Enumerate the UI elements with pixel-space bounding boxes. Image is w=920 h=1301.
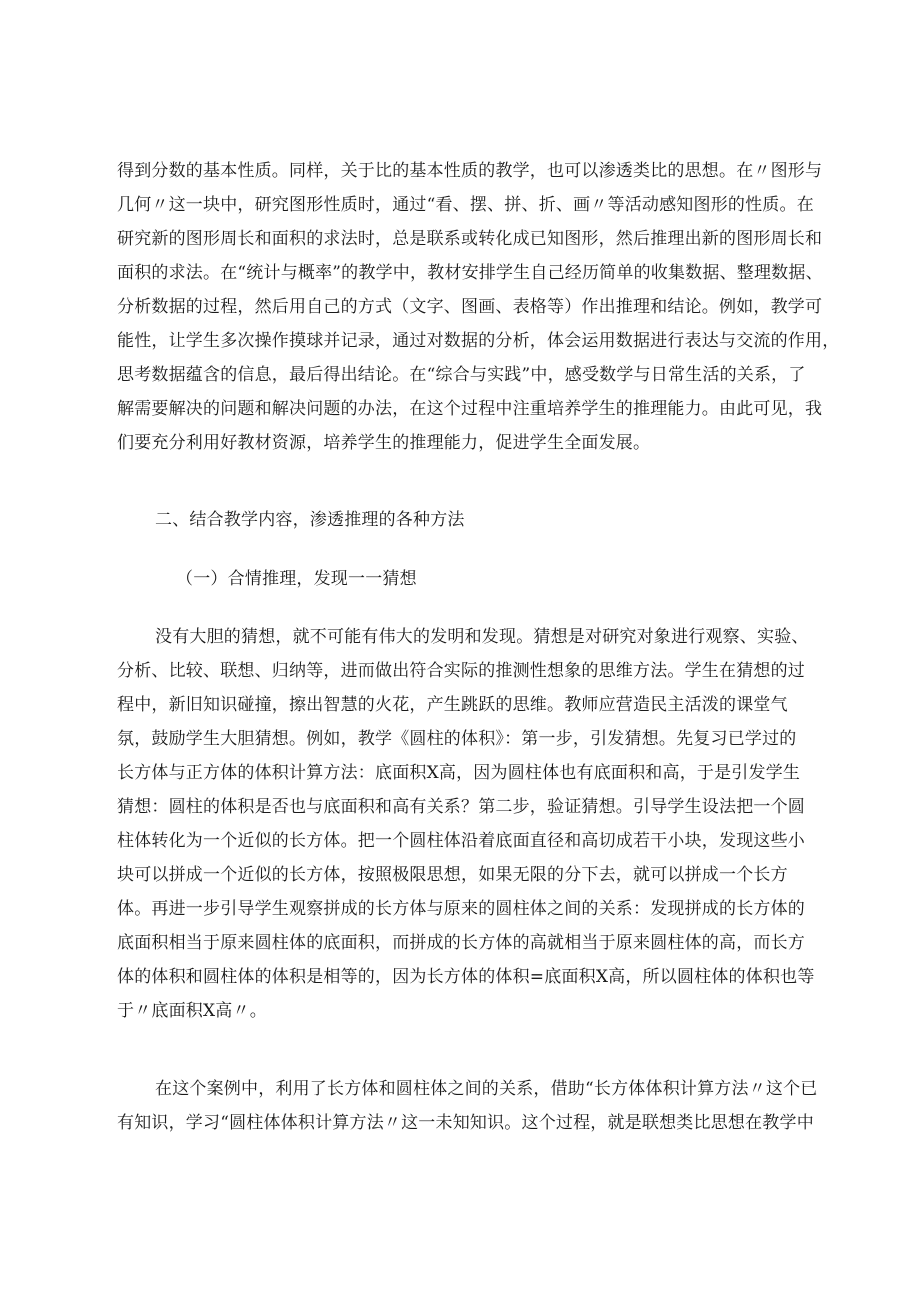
section-heading: 二、结合教学内容，渗透推理的各种方法 [155,510,465,530]
text-line: 没有大胆的猜想，就不可能有伟大的发明和发现。猜想是对研究对象进行观察、实验、 [155,627,809,647]
text-line: 猜想：圆柱的体积是否也与底面积和高有关系？第二步，验证猜想。引导学生设法把一个圆 [117,797,805,817]
text-line: 得到分数的基本性质。同样，关于比的基本性质的教学，也可以渗透类比的思想。在〃图形与 [117,161,823,181]
text-line: 面积的求法。在“统计与概率”的教学中，教材安排学生自己经历简单的收集数据、整理数据、 [117,263,823,283]
text-line: 于〃底面积X高〃。 [117,1001,267,1021]
text-line: 程中，新旧知识碰撞，擦出智慧的火花，产生跳跃的思维。教师应营造民主活泼的课堂气 [117,695,788,715]
text-line: 体的体积和圆柱体的体积是相等的，因为长方体的体积=底面积X高，所以圆柱体的体积也等 [117,967,815,987]
text-line: 几何〃这一块中，研究图形性质时，通过“看、摆、拼、折、画〃等活动感知图形的性质。在 [117,195,814,215]
text-line: 氛，鼓励学生大胆猜想。例如，教学《圆柱的体积》：第一步，引发猜想。先复习已学过的 [117,729,797,749]
text-line: 有知识，学习“圆柱体体积计算方法〃这一未知知识。这个过程，就是联想类比思想在教学中 [117,1113,814,1133]
text-line: 分析、比较、联想、归纳等，进而做出符合实际的推测性想象的思维方法。学生在猜想的过 [117,661,805,681]
text-line: 块可以拼成一个近似的长方体，按照极限思想，如果无限的分下去，就可以拼成一个长方 [117,865,788,885]
text-line: 底面积相当于原来圆柱体的底面积，而拼成的长方体的高就相当于原来圆柱体的高，而长方 [117,933,805,953]
text-line: 能性，让学生多次操作摸球并记录，通过对数据的分析，体会运用数据进行表达与交流的作用， [117,331,840,351]
text-line: 们要充分利用好教材资源，培养学生的推理能力，促进学生全面发展。 [117,433,651,453]
text-line: 研究新的图形周长和面积的求法时，总是联系或转化成已知图形，然后推理出新的图形周长和 [117,229,823,249]
text-line: 体。再进一步引导学生观察拼成的长方体与原来的圆柱体之间的关系：发现拼成的长方体的 [117,899,805,919]
text-line: 思考数据蕴含的信息，最后得出结论。在“综合与实践”中，感受数学与日常生活的关系，了 [117,365,806,385]
text-line: 解需要解决的问题和解决问题的办法，在这个过程中注重培养学生的推理能力。由此可见，我 [117,399,823,419]
text-line: 柱体转化为一个近似的长方体。把一个圆柱体沿着底面直径和高切成若干小块，发现这些小 [117,831,805,851]
subsection-heading: （一）合情推理，发现一一猜想 [176,569,417,589]
text-line: 分析数据的过程，然后用自己的方式（文字、图画、表格等）作出推理和结论。例如，教学可 [117,297,823,317]
text-line: 在这个案例中，利用了长方体和圆柱体之间的关系，借助“长方体体积计算方法〃这个已 [155,1079,818,1099]
text-line: 长方体与正方体的体积计算方法：底面积X高，因为圆柱体也有底面积和高，于是引发学生 [117,763,801,783]
